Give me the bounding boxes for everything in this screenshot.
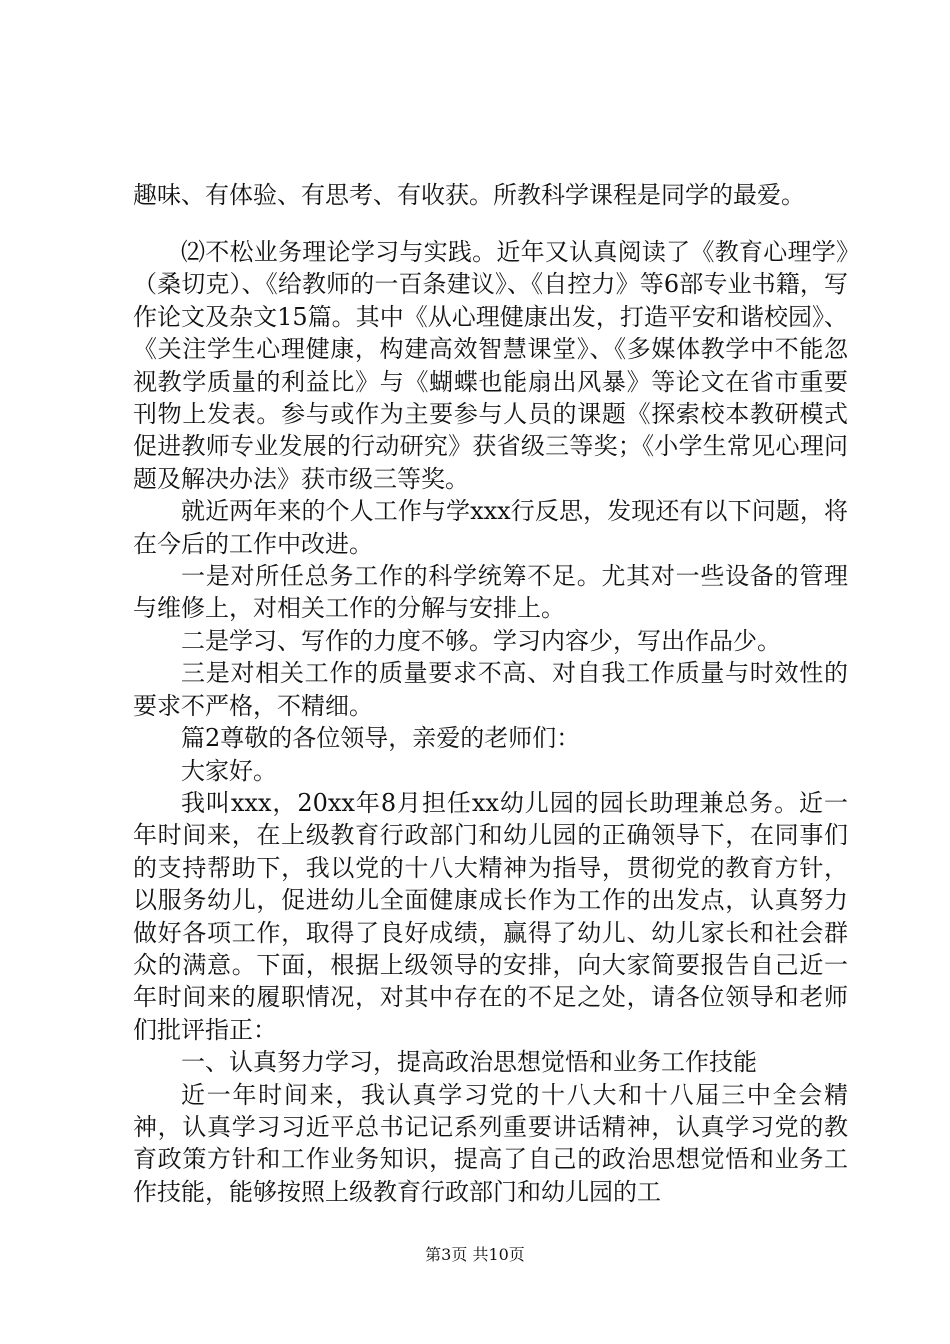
paragraph-study-practice: ⑵不松业务理论学习与实践。近年又认真阅读了《教育心理学》（桑切克）、《给教师的一百条建议》、《自控力》等6部专业书籍，写作论文及杂文15篇。其中《从心理健康出发，打造平安和谐校园》、《关注学生心理健康，构建高效智慧课堂》、《多媒体教学中不能忽视教学质量的利益比》与《蝴蝶也能扇出风暴》等论文在省市重要刊物上发表。参与或作为主要参与人员的课题《探索校本教研模式促进教师专业发展的行动研究》获省级三等奖；《小学生常见心理问题及解决办法》获市级三等奖。 (133, 238, 848, 493)
paragraph-issue-three: 三是对相关工作的质量要求不高、对自我工作质量与时效性的要求不严格，不精细。 (133, 659, 848, 720)
paragraph-reflection: 就近两年来的个人工作与学xxx行反思，发现还有以下问题，将在今后的工作中改进。 (133, 497, 848, 558)
paragraph-salutation: 篇2尊敬的各位领导，亲爱的老师们： (181, 724, 581, 753)
page-number-footer: 第3页 共10页 (425, 1245, 525, 1264)
paragraph-introduction: 我叫xxx，20xx年8月担任xx幼儿园的园长助理兼总务。近一年时间来，在上级教育行政部门和幼儿园的正确领导下，在同事们的支持帮助下，我以党的十八大精神为指导，贯彻党的教育方针，以服务幼儿，促进幼儿全面健康成长作为工作的出发点，认真努力做好各项工作，取得了良好成绩，赢得了幼儿、幼儿家长和社会群众的满意。下面，根据上级领导的安排，向大家简要报告自己近一年时间来的履职情况，对其中存在的不足之处，请各位领导和老师们批评指正： (133, 788, 848, 1044)
paragraph-greeting: 大家好。 (181, 756, 277, 785)
paragraph-issue-two: 二是学习、写作的力度不够。学习内容少，写出作品少。 (181, 626, 781, 655)
continued-line: 趣味、有体验、有思考、有收获。所教科学课程是同学的最爱。 (133, 181, 805, 209)
document-body (133, 236, 848, 1208)
section-heading: 一、认真努力学习，提高政治思想觉悟和业务工作技能 (181, 1048, 757, 1077)
paragraph-section-body: 近一年时间来，我认真学习党的十八大和十八届三中全会精神，认真学习习近平总书记记系列重要讲话精神，认真学习党的教育政策方针和工作业务知识，提高了自己的政治思想觉悟和业务工作技能，能够按照上级教育行政部门和幼儿园的工 (133, 1080, 848, 1206)
paragraph-issue-one: 一是对所任总务工作的科学统筹不足。尤其对一些设备的管理与维修上，对相关工作的分解与安排上。 (133, 562, 848, 623)
